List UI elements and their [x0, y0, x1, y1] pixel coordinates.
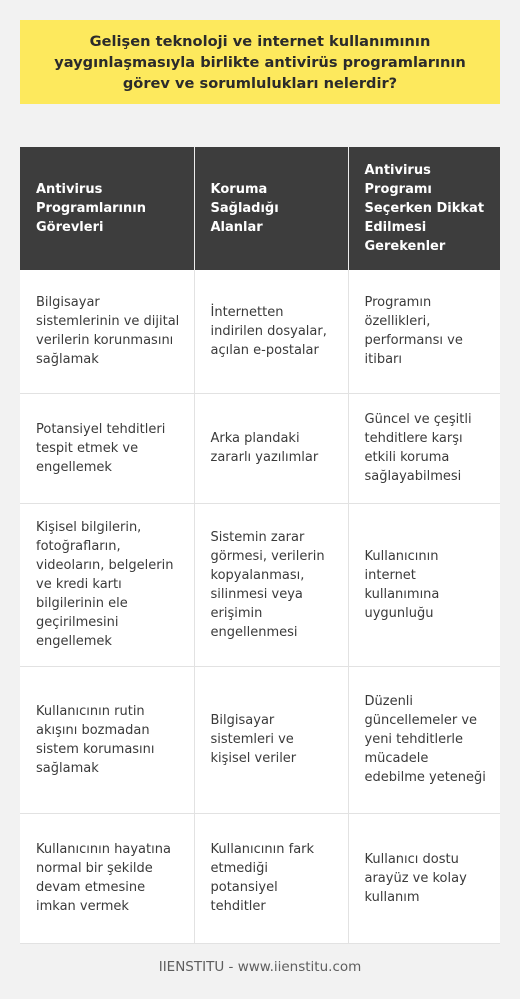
table-cell: Bilgisayar sistemleri ve kişisel veriler: [194, 666, 348, 813]
table-cell: İnternetten indirilen dosyalar, açılan e-postalar: [194, 270, 348, 393]
table-header-row: [20, 147, 500, 270]
table-cell: Bilgisayar sistemlerinin ve dijital verilerin korunmasını sağlamak: [20, 270, 194, 393]
table-cell: Kullanıcının fark etmediği potansiyel tehditler: [194, 813, 348, 943]
table-row: [20, 666, 500, 813]
table-cell: Kullanıcı dostu arayüz ve kolay kullanım: [348, 813, 500, 943]
column-header-protected-areas: Koruma Sağladığı Alanlar: [194, 147, 348, 270]
table-cell: Kullanıcının rutin akışını bozmadan sistem korumasını sağlamak: [20, 666, 194, 813]
table-row: [20, 813, 500, 943]
table-cell: Düzenli güncellemeler ve yeni tehditlerle mücadele edebilme yeteneği: [348, 666, 500, 813]
table-cell: Güncel ve çeşitli tehditlere karşı etkili koruma sağlayabilmesi: [348, 393, 500, 503]
table-cell: Potansiyel tehditleri tespit etmek ve engellemek: [20, 393, 194, 503]
table-cell: Programın özellikleri, performansı ve itibarı: [348, 270, 500, 393]
column-header-selection-criteria: Antivirus Programı Seçerken Dikkat Edilmesi Gerekenler: [348, 147, 500, 270]
table-cell: Sistemin zarar görmesi, verilerin kopyalanması, silinmesi veya erişimin engellenmesi: [194, 503, 348, 666]
footer-credit: IIENSTITU - www.iienstitu.com: [158, 959, 362, 975]
table-row: [20, 503, 500, 666]
column-header-tasks: Antivirus Programlarının Görevleri: [20, 147, 194, 270]
table-row: [20, 270, 500, 393]
table-cell: Arka plandaki zararlı yazılımlar: [194, 393, 348, 503]
table-cell: Kişisel bilgilerin, fotoğrafların, videoların, belgelerin ve kredi kartı bilgilerinin ele geçirilmesini engellemek: [20, 503, 194, 666]
page-title: Gelişen teknoloji ve internet kullanımının yaygınlaşmasıyla birlikte antivirüs programlarının görev ve sorumlulukları nelerdir?: [54, 32, 466, 92]
antivirus-table: [20, 147, 500, 944]
title-banner: [20, 20, 500, 104]
table-row: [20, 393, 500, 503]
table-cell: Kullanıcının hayatına normal bir şekilde devam etmesine imkan vermek: [20, 813, 194, 943]
table-cell: Kullanıcının internet kullanımına uygunluğu: [348, 503, 500, 666]
